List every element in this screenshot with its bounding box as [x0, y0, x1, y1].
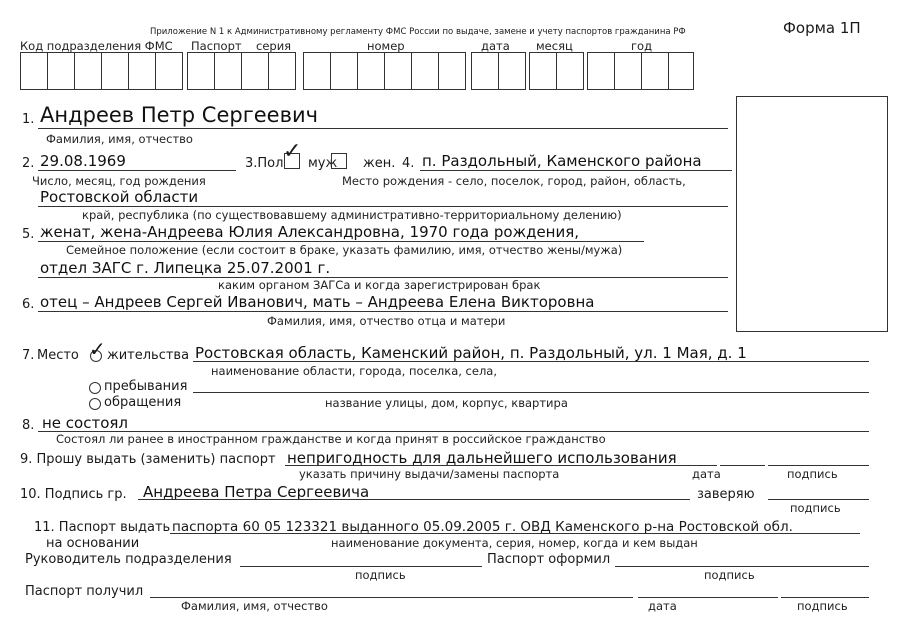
item9-signature-caption: подпись — [787, 467, 838, 481]
birth-date-line — [38, 170, 236, 171]
stay-line — [193, 392, 869, 393]
item4-number: 4. — [402, 156, 415, 171]
stay-label: пребывания — [104, 379, 188, 394]
head-signature-line — [240, 566, 482, 567]
street-caption: название улицы, дом, корпус, квартира — [325, 396, 568, 410]
issue-basis-caption: наименование документа, серия, номер, когда и кем выдан — [331, 536, 698, 550]
region-caption: край, республика (по существовавшему административно-территориальному делению) — [82, 208, 622, 222]
certify-label: заверяю — [697, 487, 755, 502]
marriage-registration-value[interactable]: отдел ЗАГС г. Липецка 25.07.2001 г. — [40, 259, 331, 277]
birth-date-value[interactable]: 29.08.1969 — [40, 152, 126, 170]
parents-caption: Фамилия, имя, отчество отца и матери — [267, 314, 506, 328]
head-of-department-label: Руководитель подразделения — [25, 552, 232, 567]
citizenship-caption: Состоял ли ранее в иностранном гражданстве и когда принят в российское гражданство — [56, 432, 606, 446]
parents-line — [38, 311, 728, 312]
received-fio-line — [150, 597, 633, 598]
birthplace-value[interactable]: п. Раздольный, Каменского района — [422, 152, 702, 170]
residence-address-value[interactable]: Ростовская область, Каменский район, п. Раздольный, ул. 1 Мая, д. 1 — [195, 344, 747, 362]
item10-label: 10. Подпись гр. — [20, 487, 127, 502]
residence-label: жительства — [107, 348, 190, 363]
residence-check-icon: ✓ — [89, 337, 106, 361]
sex-label: 3.Пол — [245, 156, 284, 171]
place-label: Место — [37, 348, 79, 363]
item9-date-line — [720, 465, 765, 466]
basis-label: на основании — [46, 536, 140, 551]
col-year-label: год — [631, 39, 653, 53]
sex-female-label: жен. — [363, 156, 396, 171]
issue-reason-line — [285, 465, 717, 466]
full-name-caption: Фамилия, имя, отчество — [46, 132, 193, 146]
item1-number: 1. — [22, 112, 35, 127]
parents-value[interactable]: отец – Андреев Сергей Иванович, мать – Андреева Елена Викторовна — [40, 293, 595, 311]
item9-signature-line — [768, 465, 869, 466]
passport-issued-label: Паспорт оформил — [487, 552, 611, 567]
residence-address-caption: наименование области, города, поселка, села, — [211, 364, 498, 378]
received-signature-caption: подпись — [797, 599, 848, 613]
birthplace-line — [420, 170, 732, 171]
item2-number: 2. — [22, 156, 35, 171]
col-month-label: месяц — [536, 39, 573, 53]
birthplace-continuation[interactable]: Ростовской области — [40, 188, 199, 206]
appeal-radio[interactable] — [89, 398, 101, 410]
item9-label: 9. Прошу выдать (заменить) паспорт — [20, 452, 276, 467]
issue-basis-value[interactable]: паспорта 60 05 123321 выданного 05.09.2005 г. ОВД Каменского р-на Ростовской обл. — [172, 519, 793, 535]
item8-number: 8. — [22, 418, 35, 433]
passport-received-label: Паспорт получил — [25, 584, 144, 599]
appendix-text: Приложение N 1 к Административному регламенту ФМС России по выдаче, замене и учету паспортов гражданина РФ — [150, 27, 686, 37]
signature-name-line — [138, 499, 690, 500]
issued-signature-caption: подпись — [704, 568, 755, 582]
received-fio-caption: Фамилия, имя, отчество — [181, 599, 328, 613]
item5-number: 5. — [22, 227, 35, 242]
sex-male-label: муж — [308, 156, 338, 171]
item10-signature-line — [768, 499, 869, 500]
issue-reason-value[interactable]: непригодность для дальнейшего использования — [287, 449, 677, 467]
item6-number: 6. — [22, 297, 35, 312]
residence-address-line — [193, 361, 869, 362]
appeal-label: обращения — [104, 395, 182, 410]
issue-reason-caption: указать причину выдачи/замены паспорта — [299, 467, 560, 481]
col-passport-label: Паспорт — [191, 39, 242, 53]
col-date-label: дата — [481, 39, 510, 53]
received-date-line — [638, 597, 778, 598]
marital-status-value[interactable]: женат, жена-Андреева Юлия Александровна, 1970 года рождения, — [40, 223, 580, 241]
form-name: Форма 1П — [783, 19, 861, 37]
stay-radio[interactable] — [89, 382, 101, 394]
full-name-line — [38, 128, 728, 129]
photo-placeholder — [736, 96, 888, 332]
col-code-label: Код подразделения ФМС — [20, 39, 173, 53]
received-signature-line — [781, 597, 869, 598]
female-check-icon: ✓ — [283, 139, 302, 164]
marital-status-line — [38, 241, 644, 242]
issued-signature-line — [615, 566, 869, 567]
item11-label: 11. Паспорт выдать — [34, 520, 171, 535]
full-name-value[interactable]: Андреев Петр Сергеевич — [40, 103, 319, 127]
signature-name-value[interactable]: Андреева Петра Сергеевича — [143, 483, 370, 501]
received-date-caption: дата — [648, 599, 677, 613]
head-signature-caption: подпись — [355, 568, 406, 582]
col-number-label: номер — [367, 39, 405, 53]
citizenship-value[interactable]: не состоял — [42, 414, 129, 432]
marriage-registration-caption: каким органом ЗАГСа и когда зарегистрирован брак — [218, 278, 541, 292]
col-series-label: серия — [256, 39, 292, 53]
birthplace-cont-line — [38, 206, 728, 207]
birthplace-caption: Место рождения - село, поселок, город, район, область, — [342, 174, 686, 188]
birth-date-caption: Число, месяц, год рождения — [32, 174, 206, 188]
item10-signature-caption: подпись — [790, 501, 841, 515]
item9-date-caption: дата — [692, 467, 721, 481]
sex-male-checkbox[interactable] — [331, 153, 347, 169]
item7-number: 7. — [22, 348, 35, 363]
marital-status-caption: Семейное положение (если состоит в браке, указать фамилию, имя, отчество жены/мужа) — [66, 243, 623, 257]
issue-basis-line — [170, 533, 860, 534]
